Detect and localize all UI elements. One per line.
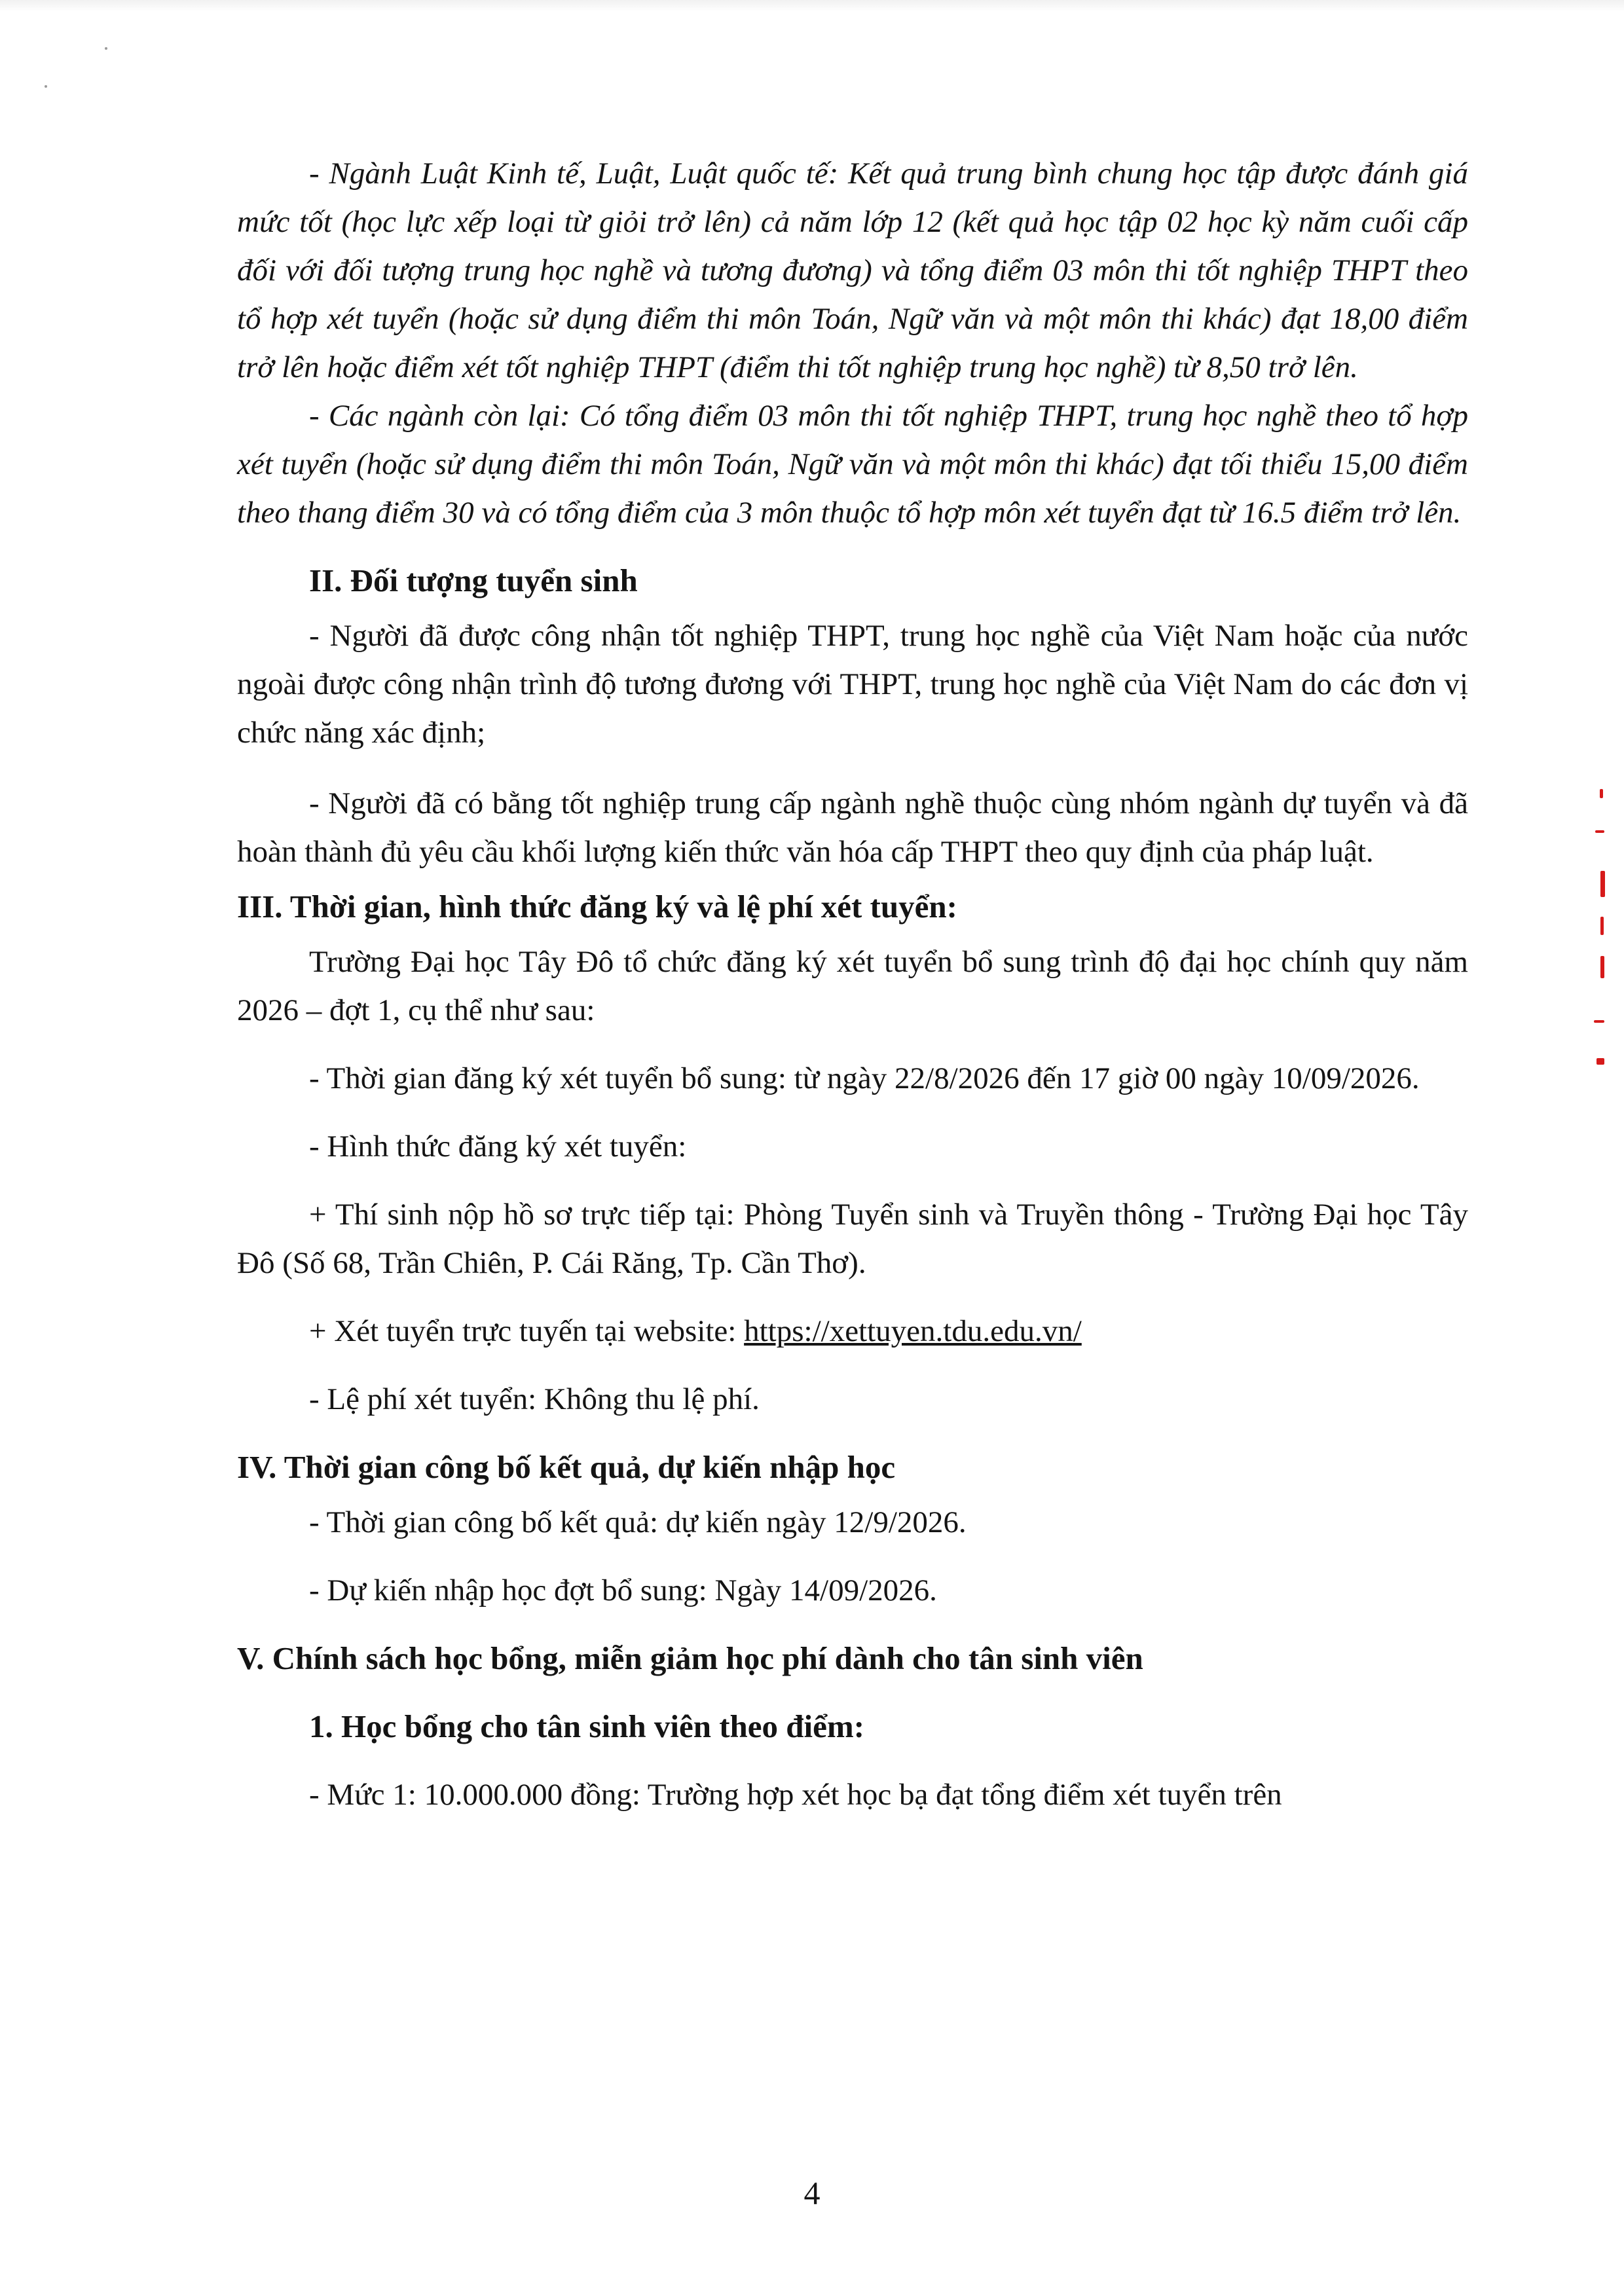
scholarship-level-1: - Mức 1: 10.000.000 đồng: Trường hợp xét học bạ đạt tổng điểm xét tuyển trên bbox=[309, 1778, 1282, 1812]
margin-mark bbox=[1595, 830, 1604, 833]
online-registration-prefix: + Xét tuyển trực tuyến tại website: bbox=[309, 1314, 745, 1348]
margin-mark bbox=[1600, 917, 1604, 935]
margin-mark bbox=[1600, 789, 1603, 798]
section-3-intro: Trường Đại học Tây Đô tổ chức đăng ký xét tuyển bổ sung trình độ đại học chính quy năm 2026 – đợt 1, cụ thể như sau: bbox=[237, 945, 1468, 1027]
section-5-heading: V. Chính sách học bổng, miễn giảm học phí dành cho tân sinh viên bbox=[237, 1640, 1143, 1676]
page-number: 4 bbox=[803, 2175, 821, 2211]
paragraph-other-majors: - Các ngành còn lại: Có tổng điểm 03 môn thi tốt nghiệp THPT, trung học nghề theo tổ hợp xét tuyển (hoặc sử dụng điểm thi môn Toán, Ngữ văn và một môn thi khác) đạt tối thiểu 15,00 điểm theo thang điểm 30 và có tổng điểm của 3 môn thuộc tổ hợp môn xét tuyển đạt từ 16.5 điểm trở lên. bbox=[237, 399, 1468, 530]
section-2-item-1: - Người đã được công nhận tốt nghiệp THPT, trung học nghề của Việt Nam hoặc của nước ngoài được công nhận trình độ tương đương với THPT, trung học nghề của Việt Nam do các đơn vị chức năng xác định; bbox=[237, 619, 1468, 750]
registration-time: - Thời gian đăng ký xét tuyển bổ sung: từ ngày 22/8/2026 đến 17 giờ 00 ngày 10/09/2026. bbox=[309, 1061, 1420, 1095]
section-2-heading: II. Đối tượng tuyển sinh bbox=[309, 562, 638, 598]
page-content bbox=[237, 149, 1468, 1819]
scan-edge bbox=[0, 0, 1624, 12]
result-announcement: - Thời gian công bố kết quả: dự kiến ngày 12/9/2026. bbox=[309, 1505, 967, 1539]
margin-mark bbox=[1594, 1020, 1604, 1023]
scan-speck bbox=[105, 47, 107, 50]
scholarship-subheading: 1. Học bổng cho tân sinh viên theo điểm: bbox=[309, 1708, 865, 1744]
registration-form-label: - Hình thức đăng ký xét tuyển: bbox=[309, 1129, 687, 1164]
direct-submission: + Thí sinh nộp hồ sơ trực tiếp tại: Phòng Tuyển sinh và Truyền thông - Trường Đại học Tây Đô (Số 68, Trần Chiên, P. Cái Răng, Tp. Cần Thơ). bbox=[237, 1198, 1468, 1280]
scan-speck bbox=[45, 85, 47, 88]
section-2-item-2: - Người đã có bằng tốt nghiệp trung cấp ngành nghề thuộc cùng nhóm ngành dự tuyển và đã hoàn thành đủ yêu cầu khối lượng kiến thức văn hóa cấp THPT theo quy định của pháp luật. bbox=[237, 786, 1468, 869]
section-3-heading: III. Thời gian, hình thức đăng ký và lệ phí xét tuyển: bbox=[237, 889, 957, 925]
admission-fee: - Lệ phí xét tuyển: Không thu lệ phí. bbox=[309, 1382, 760, 1416]
paragraph-law-majors: - Ngành Luật Kinh tế, Luật, Luật quốc tế: Kết quả trung bình chung học tập được đánh giá mức tốt (học lực xếp loại từ giỏi trở lên) cả năm lớp 12 (kết quả học tập 02 học kỳ năm cuối cấp đối với đối tượng trung học nghề và tương đương) và tổng điểm 03 môn thi tốt nghiệp THPT theo tổ hợp xét tuyển (hoặc sử dụng điểm thi môn Toán, Ngữ văn và một môn thi khác) đạt 18,00 điểm trở lên hoặc điểm xét tốt nghiệp THPT (điểm thi tốt nghiệp trung học nghề) từ 8,50 trở lên. bbox=[237, 156, 1468, 384]
section-4-heading: IV. Thời gian công bố kết quả, dự kiến nhập học bbox=[237, 1449, 896, 1485]
margin-mark bbox=[1600, 956, 1604, 978]
admission-website-link[interactable]: https://xettuyen.tdu.edu.vn/ bbox=[744, 1314, 1082, 1348]
online-registration bbox=[237, 1307, 1468, 1355]
margin-mark bbox=[1600, 871, 1605, 897]
enrollment-date: - Dự kiến nhập học đợt bổ sung: Ngày 14/09/2026. bbox=[309, 1573, 937, 1607]
margin-mark bbox=[1596, 1058, 1604, 1065]
